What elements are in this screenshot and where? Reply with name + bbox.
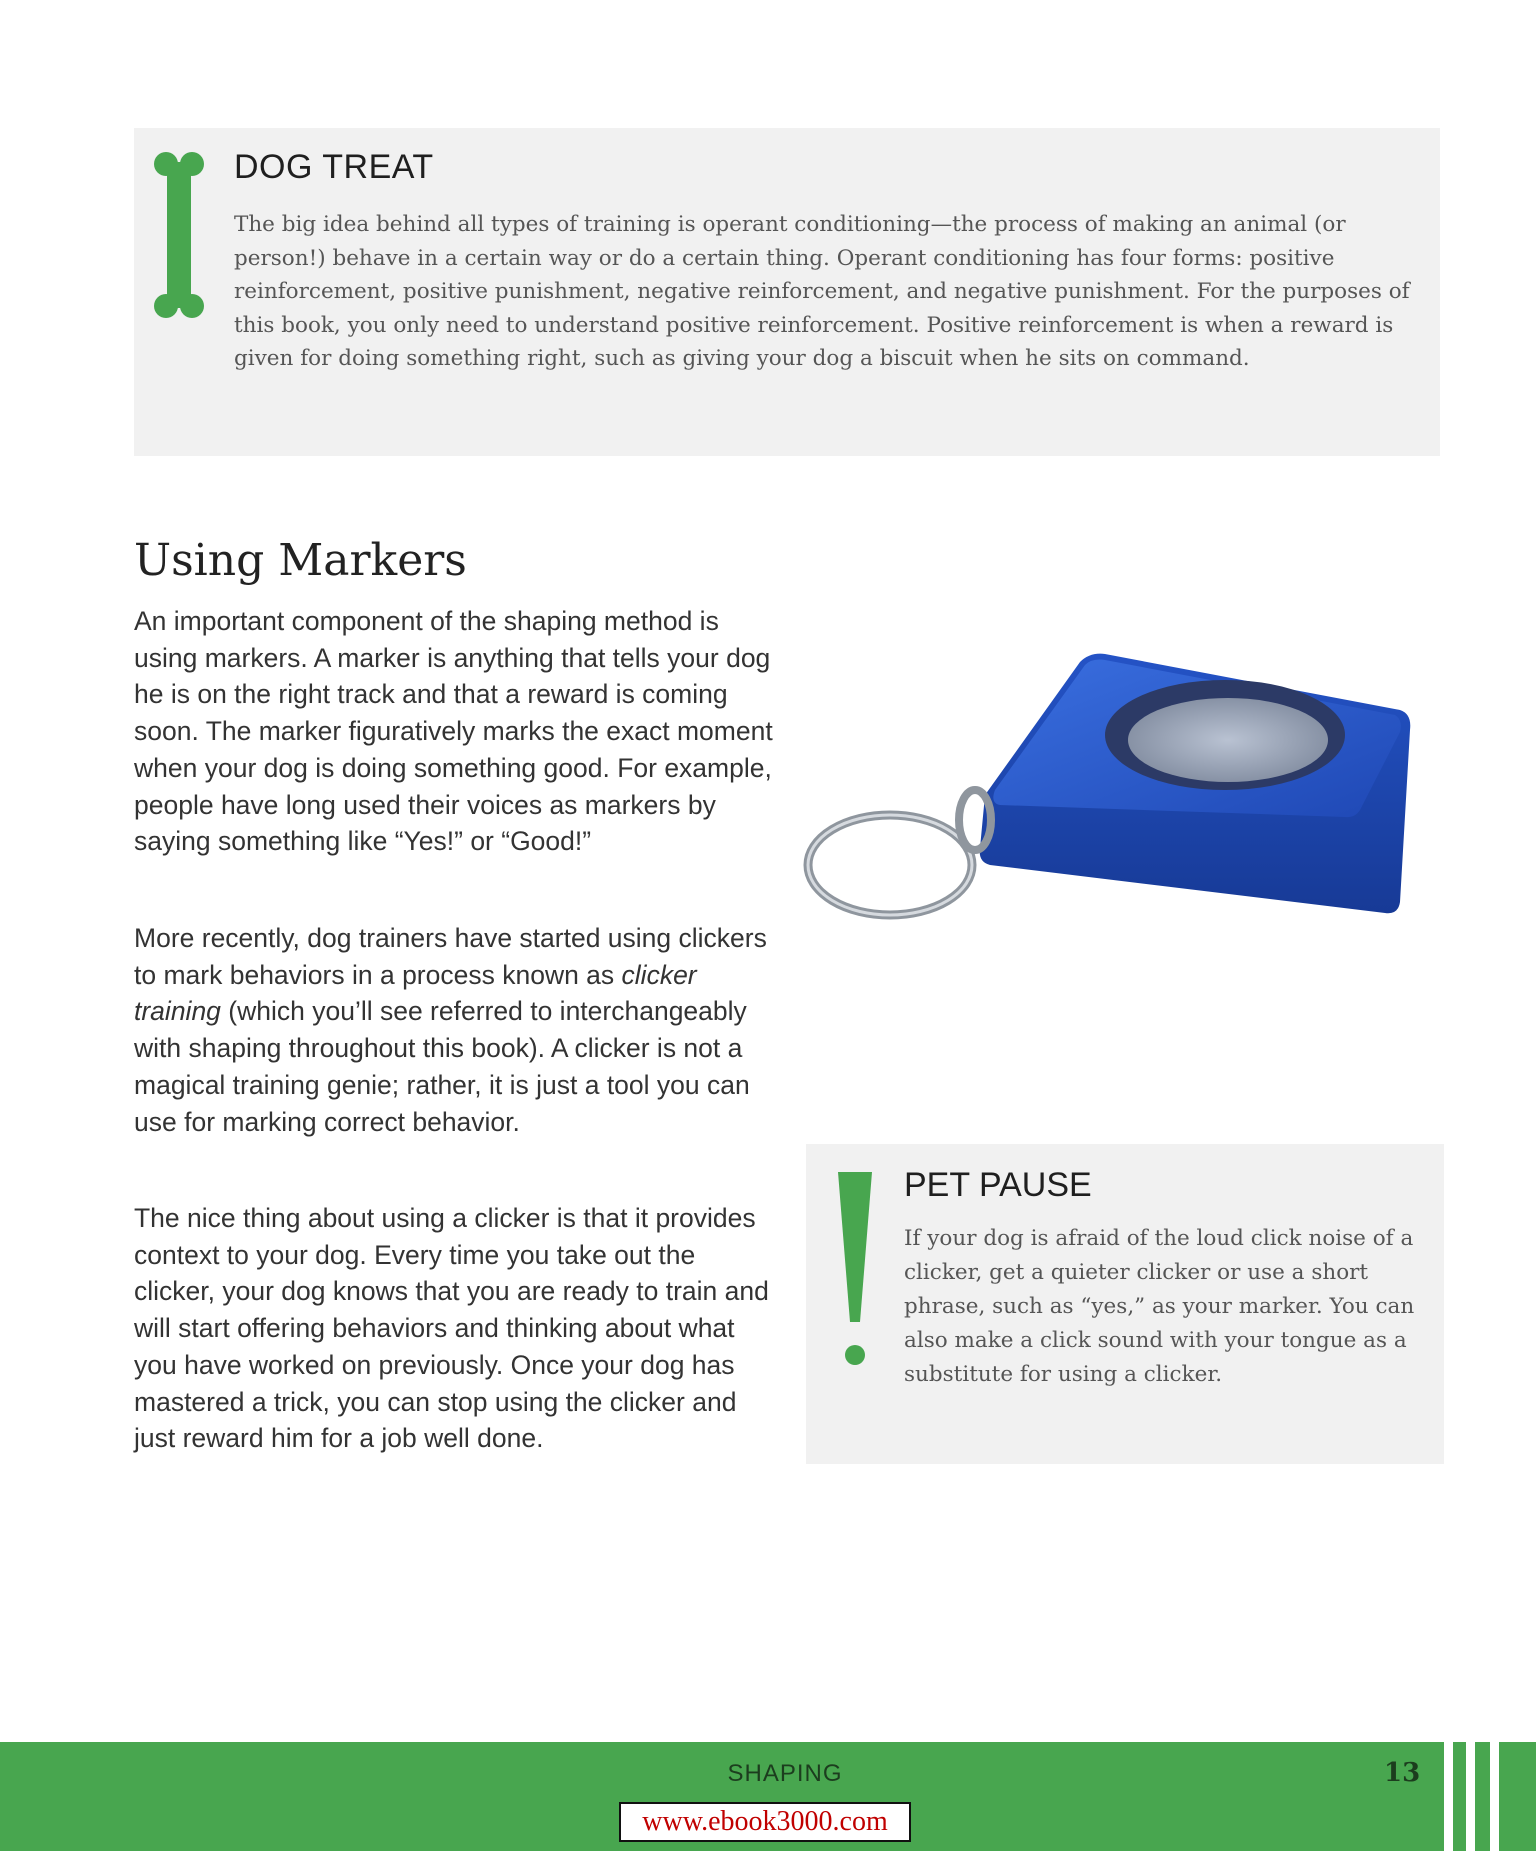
bone-icon [154,150,204,320]
paragraph-3: The nice thing about using a clicker is that it provides context to your dog. Every time you take out the clicker, your dog knows that you are ready to train and will start offering behaviors and thinking about what you have worked on previously. Once your dog has mastered a trick, you can stop using the clicker and just reward him for a job well done. [134,1203,769,1454]
footer-stripe [1444,1742,1453,1851]
paragraph-2 [134,920,774,1140]
dog-treat-body: The big idea behind all types of training is operant conditioning—the process of making an animal (or person!) behave in a certain way or do a certain thing. Operant conditioning has four forms: positive reinforcement, positive punishment, negative reinforcement, and negative punishment. For the purposes of this book, you only need to understand positive reinforcement. Positive reinforcement is when a reward is given for doing something right, such as giving your dog a biscuit when he sits on command. [234,212,1410,371]
page-number: 13 [1384,1758,1421,1788]
footer-stripe [1466,1742,1475,1851]
paragraph-2-part-2: (which you’ll see referred to interchangeably with shaping throughout this book). A clicker is not a magical training genie; rather, it is just a tool you can use for marking correct behavior. [134,996,750,1137]
running-head: SHAPING [727,1760,843,1787]
watermark-link[interactable]: www.ebook3000.com [619,1802,911,1842]
paragraph-2-part-1: More recently, dog trainers have started using clickers to mark behaviors in a process known as [134,923,767,990]
clicker-training-term: clicker training [134,959,697,1027]
pet-pause-title: PET PAUSE [904,1166,1092,1204]
pet-pause-body: If your dog is afraid of the loud click noise of a clicker, get a quieter clicker or use a short phrase, such as “yes,” as your marker. You can also make a click sound with your tongue as a substitute for using a clicker. [904,1226,1415,1387]
pet-pause-sidebar [806,1144,1444,1464]
footer-stripe [1490,1742,1499,1851]
clicker-image [800,640,1420,940]
dog-treat-title: DOG TREAT [234,148,434,186]
exclamation-icon [834,1172,876,1372]
dog-treat-sidebar [134,128,1440,456]
paragraph-1: An important component of the shaping method is using markers. A marker is anything that tells your dog he is on the right track and that a reward is coming soon. The marker figuratively marks the exact moment when your dog is doing something good. For example, people have long used their voices as markers by saying something like “Yes!” or “Good!” [134,606,773,857]
section-title: Using Markers [134,535,467,586]
